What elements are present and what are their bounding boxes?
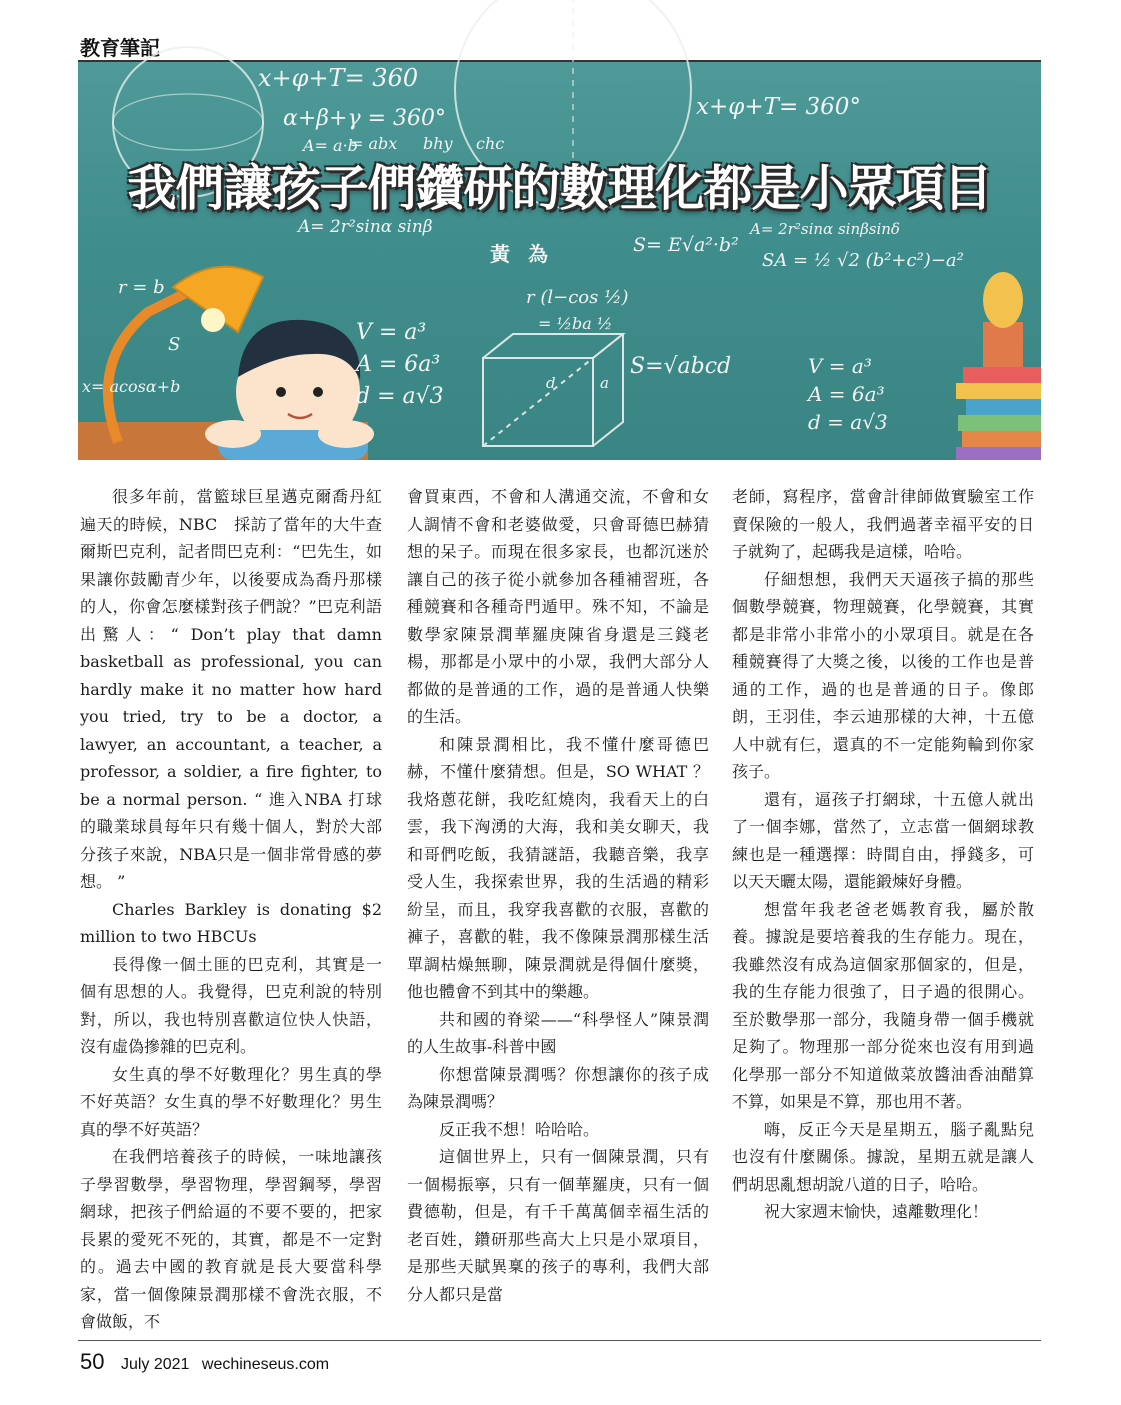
- footer-rule: [78, 1340, 1041, 1341]
- article-headline: 我們讓孩子們鑽研的數理化都是小眾項目: [127, 160, 992, 217]
- article-paragraph: 仔細想想，我們天天逼孩子搞的那些個數學競賽，物理競賽，化學競賽，其實都是非常小非常小的小眾項目。就是在各種競賽得了大獎之後，以後的工作也是普通的工作，過的也是普通的日子。像郎朗，王羽佳，李云迪那樣的大神，十五億人中就有仨，還真的不一定能夠輪到你家孩子。: [732, 569, 1034, 781]
- article-paragraph: 老師，寫程序，當會計律師做實驗室工作賣保險的一般人，我們過著幸福平安的日子就夠了，起碼我是這樣，哈哈。: [732, 487, 1034, 561]
- page-footer: [80, 1349, 329, 1375]
- article-paragraph: 女生真的學不好數理化？男生真的學不好英語？女生真的學不好數理化？男生真的學不好英語？: [80, 1064, 382, 1139]
- formula: A = 6a³: [356, 352, 441, 377]
- formula: x= acosα+b: [82, 377, 181, 396]
- article-paragraph: 這個世界上，只有一個陳景潤，只有一個楊振寧，只有一個華羅庚，只有一個費德勒，但是，有千千萬萬個幸福生活的老百姓，鑽研那些高大上只是小眾項目，是那些天賦異稟的孩子的專利，我們大部分人都只是當: [407, 1147, 709, 1304]
- formula: a: [600, 374, 609, 392]
- article-paragraph: 會買東西，不會和人溝通交流，不會和女人調情不會和老婆做愛，只會哥德巴赫猜想的呆子。而現在很多家長，也都沉迷於讓自己的孩子從小就參加各種補習班，各種競賽和各種奇門遁甲。殊不知，不論是數學家陳景潤華羅庚陳省身還是三錢老楊，那都是小眾中的小眾，我們大部分人都做的是普通的工作，過的是普通人快樂的生活。: [407, 487, 709, 726]
- formula: A= a·b: [303, 136, 358, 155]
- formula: x+φ+T= 360°: [696, 94, 861, 120]
- formula: r (l−cos ½): [526, 287, 629, 308]
- formula: A= 2r²sinα sinβsinδ: [750, 220, 900, 238]
- page-number: 50: [80, 1349, 105, 1374]
- text-column-2: [407, 483, 709, 1315]
- article-paragraph: 很多年前，當籃球巨星邁克爾喬丹紅遍天的時候，NBC 採訪了當年的大牛查爾斯巴克利，記者問巴克利：“巴先生，如果讓你鼓勵青少年，以後要成為喬丹那樣的人，你會怎麼樣對孩子們說？”巴克利語出驚人：“ Don’t play that damn basketball as professional, you can hardly make it no matter how hard you tried, try to be a doctor, a lawyer, an accountant, a teacher, a professor, a soldier, a fire fighter, to be a normal person. “ 進入NBA 打球的職業球員每年只有幾十個人，對於大部分孩子來說，NBA只是一個非常骨感的夢想。 ”: [80, 487, 382, 891]
- hero-chalkboard-illustration: [78, 62, 1041, 460]
- formula: S: [168, 334, 181, 355]
- article-paragraph: 在我們培養孩子的時候，一味地讓孩子學習數學，學習物理，學習鋼琴，學習網球，把孩子們給逼的不要不要的，把家長累的愛死不死的，其實，都是不一定對的。過去中國的教育就是長大要當科學家，當一個像陳景潤那樣不會洗衣服，不會做飯，不: [80, 1147, 382, 1331]
- formula: S= E√a²·b²: [633, 234, 739, 256]
- formula: = abx: [350, 134, 398, 153]
- article-paragraph: Charles Barkley is donating $2 million to two HBCUs: [80, 899, 382, 946]
- formula: r = b: [118, 277, 165, 298]
- formula: A= 2r²sinα sinβ: [298, 217, 433, 237]
- article-paragraph: 嗨，反正今天是星期五，腦子亂點兒也沒有什麼關係。據說，星期五就是讓人們胡思亂想胡說八道的日子，哈哈。: [732, 1119, 1034, 1194]
- article-paragraph: 共和國的脊梁——“科學怪人”陳景潤的人生故事-科普中國: [407, 1009, 709, 1056]
- issue-date: July 2021: [120, 1356, 190, 1373]
- formula: x+φ+T= 360: [258, 64, 419, 92]
- section-label: 教育筆記: [80, 36, 160, 60]
- article-paragraph: 還有，逼孩子打網球，十五億人就出了一個李娜，當然了，立志當一個網球教練也是一種選擇：時間自由，掙錢多，可以天天曬太陽，還能鍛煉好身體。: [732, 789, 1034, 891]
- article-paragraph: 想當年我老爸老媽教育我，屬於散養。據說是要培養我的生存能力。現在，我雖然沒有成為這個家那個家的，但是，我的生存能力很強了，日子過的很開心。至於數學那一部分，我隨身帶一個手機就足夠了。物理那一部分從來也沒有用到過化學那一部分不知道做菜放醬油香油醋算不算，如果是不算，那也用不著。: [732, 899, 1034, 1111]
- article-paragraph: 長得像一個土匪的巴克利，其實是一個有思想的人。我覺得，巴克利說的特別對，所以，我也特別喜歡這位快人快語，沒有虛偽摻雜的巴克利。: [80, 954, 382, 1056]
- article-paragraph: 你想當陳景潤嗎？你想讓你的孩子成為陳景潤嗎？: [407, 1064, 709, 1111]
- formula: d = a√3: [808, 410, 888, 434]
- formula: chc: [476, 134, 505, 153]
- formula: d = a√3: [356, 384, 444, 409]
- formula: d: [546, 374, 556, 392]
- formula: A = 6a³: [808, 382, 885, 406]
- website-link[interactable]: wechineseus.com: [201, 1356, 330, 1373]
- formula: = ½ba ½: [538, 314, 613, 333]
- formula: S=√abcd: [630, 354, 732, 379]
- text-column-1: [80, 483, 382, 1331]
- formula: V = a³: [356, 320, 427, 345]
- formula: V = a³: [808, 354, 872, 378]
- article-paragraph: 祝大家週末愉快，遠離數理化！: [764, 1202, 989, 1221]
- article-paragraph: 和陳景潤相比，我不懂什麼哥德巴赫，不懂什麼猜想。但是，SO WHAT ？我烙蔥花餅，我吃紅燒肉，我看天上的白雲，我下洶湧的大海，我和美女聊天，我和哥們吃飯，我猜謎語，我聽音樂，我享受人生，我探索世界，我的生活過的精彩紛呈，而且，我穿我喜歡的衣服，喜歡的褲子，喜歡的鞋，我不像陳景潤那樣生活單調枯燥無聊，陳景潤就是得個什麼獎，他也體會不到其中的樂趣。: [407, 734, 709, 1001]
- formula: SA = ½ √2 (b²+c²)−a²: [762, 250, 964, 271]
- formula: bhy: [423, 134, 453, 153]
- article-paragraph: 反正我不想！哈哈哈。: [439, 1119, 600, 1139]
- author-byline: 黃為: [490, 242, 566, 266]
- text-column-3: [732, 483, 1034, 1315]
- formula: α+β+γ = 360°: [283, 106, 447, 131]
